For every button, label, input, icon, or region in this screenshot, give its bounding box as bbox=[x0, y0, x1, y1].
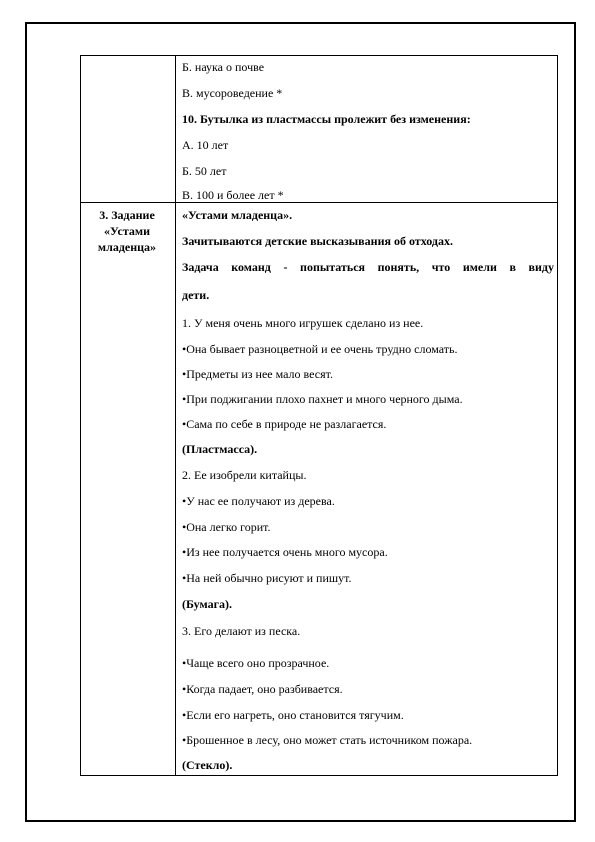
task-label-line: 3. Задание bbox=[99, 208, 155, 222]
riddle-line: •Предметы из нее мало весят. bbox=[182, 367, 333, 381]
task-instruction: Задача команд - попытаться понять, что имели в виду bbox=[182, 260, 554, 274]
riddle-line: •На ней обычно рисуют и пишут. bbox=[182, 571, 352, 585]
task-label-line: младенца» bbox=[97, 240, 157, 254]
answer-option: А. 10 лет bbox=[182, 138, 229, 152]
question-title: 10. Бутылка из пластмассы пролежит без изменения: bbox=[182, 112, 471, 126]
row-divider bbox=[80, 202, 558, 203]
riddle-line: •Если его нагреть, оно становится тягучим. bbox=[182, 708, 404, 722]
riddle-line: •У нас ее получают из дерева. bbox=[182, 494, 335, 508]
table-top-border bbox=[80, 55, 558, 56]
riddle-line: 2. Ее изобрели китайцы. bbox=[182, 468, 307, 482]
riddle-line: 1. У меня очень много игрушек сделано из нее. bbox=[182, 316, 424, 330]
riddle-line: •Она легко горит. bbox=[182, 520, 271, 534]
riddle-line: •Чаще всего оно прозрачное. bbox=[182, 656, 330, 670]
task-instruction: дети. bbox=[182, 288, 210, 302]
table-left-border bbox=[80, 55, 81, 776]
riddle-answer: (Бумага). bbox=[182, 597, 233, 611]
answer-option: В. мусороведение * bbox=[182, 86, 283, 100]
riddle-line: •Из нее получается очень много мусора. bbox=[182, 545, 388, 559]
answer-option: Б. наука о почве bbox=[182, 60, 265, 74]
table-bottom-border bbox=[80, 775, 558, 776]
answer-option: Б. 50 лет bbox=[182, 164, 227, 178]
riddle-answer: (Стекло). bbox=[182, 758, 233, 772]
column-divider bbox=[175, 55, 176, 776]
riddle-line: •При поджигании плохо пахнет и много черного дыма. bbox=[182, 392, 463, 406]
riddle-line: •Брошенное в лесу, оно может стать источником пожара. bbox=[182, 733, 473, 747]
riddle-line: 3. Его делают из песка. bbox=[182, 624, 301, 638]
riddle-line: •Когда падает, оно разбивается. bbox=[182, 682, 343, 696]
riddle-line: •Сама по себе в природе не разлагается. bbox=[182, 417, 387, 431]
riddle-answer: (Пластмасса). bbox=[182, 442, 258, 456]
riddle-line: •Она бывает разноцветной и ее очень трудно сломать. bbox=[182, 342, 458, 356]
task-instruction: Зачитываются детские высказывания об отходах. bbox=[182, 234, 453, 248]
task-label bbox=[80, 207, 174, 255]
task-title: «Устами младенца». bbox=[182, 208, 293, 222]
task-label-line: «Устами bbox=[104, 224, 150, 238]
answer-option: В. 100 и более лет * bbox=[182, 188, 284, 202]
table-right-border bbox=[557, 55, 558, 776]
